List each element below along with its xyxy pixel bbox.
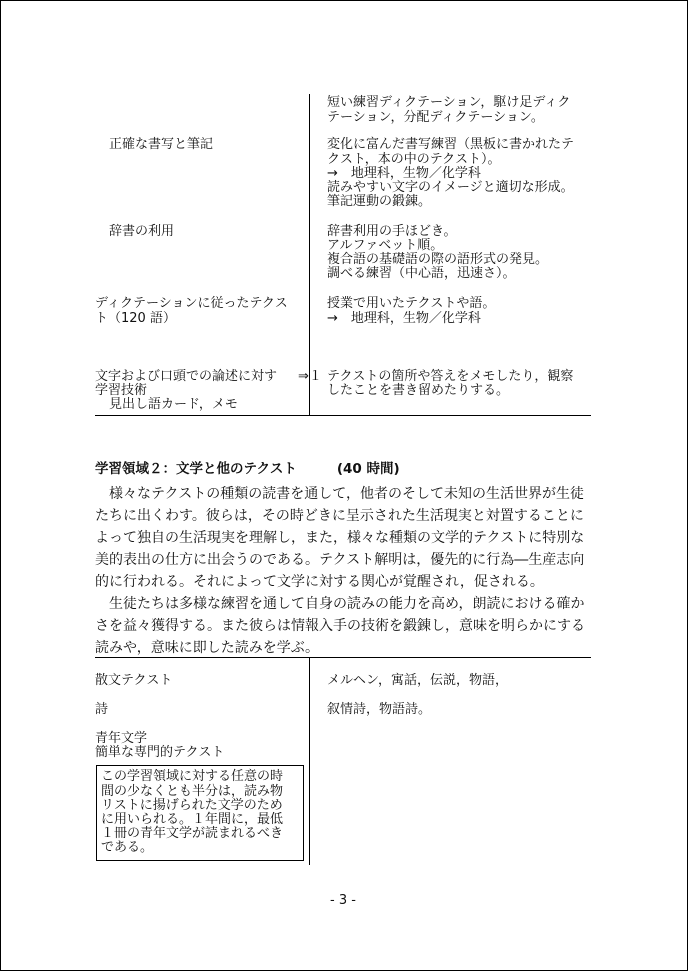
note-line: この学習領域に対する任意の時 [101,769,284,784]
page-number: - 3 - [330,893,356,908]
table2-row2-right: 叙情詩，物語詩。 [327,702,432,717]
row1-left: 正確な書写と筆記 [109,137,214,152]
note-line: 間の少なくとも半分は，読み物 [101,784,284,799]
row2-right-line: アルファベット順。 [327,238,444,253]
para1-line: たちに出くわす。彼らは，その時どきに呈示された生活現実と対置することに [95,508,584,524]
section2-heading [95,462,400,477]
table2-row1-right: メルヘン，寓話，伝説，物語， [327,673,508,688]
row4-left-line: 学習技術 [95,383,148,398]
row1-right-line: 変化に富んだ書写練習（黒板に書かれたテ [327,137,575,152]
note-line: に用いられる。１年間に，最低 [101,812,284,827]
row3-right-line: → 地理科，生物／化学科 [327,311,481,326]
para1-line: よって独自の生活現実を理解し，また，様々な種類の文学的テクストに特別な [95,530,585,546]
table2-divider [309,657,310,865]
note-box [96,765,304,861]
section2-title: 学習領域２：文学と他のテクスト [95,461,297,477]
para1-line: 的に行われる。それによって文学に対する関心が覚醒され，促される。 [95,574,544,590]
row1-right-line: 読みやすい文字のイメージと適切な形成。 [327,180,574,195]
row4-right-line: テクストの箇所や答えをメモしたり，観察 [327,369,574,384]
table2-row1-left: 散文テクスト [95,673,173,688]
para2-line: 読みや，意味に即した読みを学ぶ。 [95,640,319,656]
note-line: １冊の青年文学が読まれるべき [101,826,284,841]
para1-line: 様々なテクストの種類の読書を通して，他者のそして未知の生活世界が生徒 [95,486,585,502]
row2-right-line: 複合語の基礎語の際の語形式の発見。 [327,252,549,267]
row0-right-line: 短い練習ディクテーション，駆け足ディク [327,95,571,110]
note-line: である。 [101,840,154,855]
row1-right-line: → 地理科，生物／化学科 [327,166,481,181]
section2-hours: (40 時間) [336,461,400,477]
table2-row3-left-line: 簡単な専門的テクスト [95,745,225,760]
row1-right-line: クスト，本の中のテクスト）。 [327,152,501,167]
para1-line: 美的表出の仕方に出会うのである。テクスト解明は，優先的に行為―生産志向 [95,552,585,568]
row1-right-line: 筆記運動の鍛錬。 [327,194,432,209]
table2-row3-left-line: 青年文学 [95,731,148,746]
row4-arrow: ⇒１ [298,369,322,384]
row4-right-line: したことを書き留めたりする。 [327,383,510,398]
note-line: リストに揚げられた文学のため [101,798,283,813]
row3-right-line: 授業で用いたテクストや語。 [327,296,496,311]
para2-line: 生徒たちは多様な練習を通して自身の読みの能力を高め，朗読における確か [95,596,585,612]
row3-left-line: ディクテーションに従ったテクス [95,296,288,311]
table1-divider [309,94,310,415]
para2-line: さを益々獲得する。また彼らは情報入手の技術を鍛錬し，意味を明らかにする [95,618,585,634]
row2-right-line: 辞書利用の手ほどき。 [327,224,457,239]
row3-left-line: ト（120 語） [95,311,176,326]
table2-row2-left: 詩 [95,702,109,717]
table1-bottom-rule [95,415,591,416]
row4-left-line: 文字および口頭での論述に対す [95,369,278,384]
row4-left-line: 見出し語カード，メモ [109,397,238,412]
row0-right-line: テーション，分配ディクテーション。 [327,110,544,125]
table2-top-rule [95,657,591,658]
row2-left: 辞書の利用 [109,224,175,239]
row2-right-line: 調べる練習（中心語，迅速さ）。 [327,266,516,281]
